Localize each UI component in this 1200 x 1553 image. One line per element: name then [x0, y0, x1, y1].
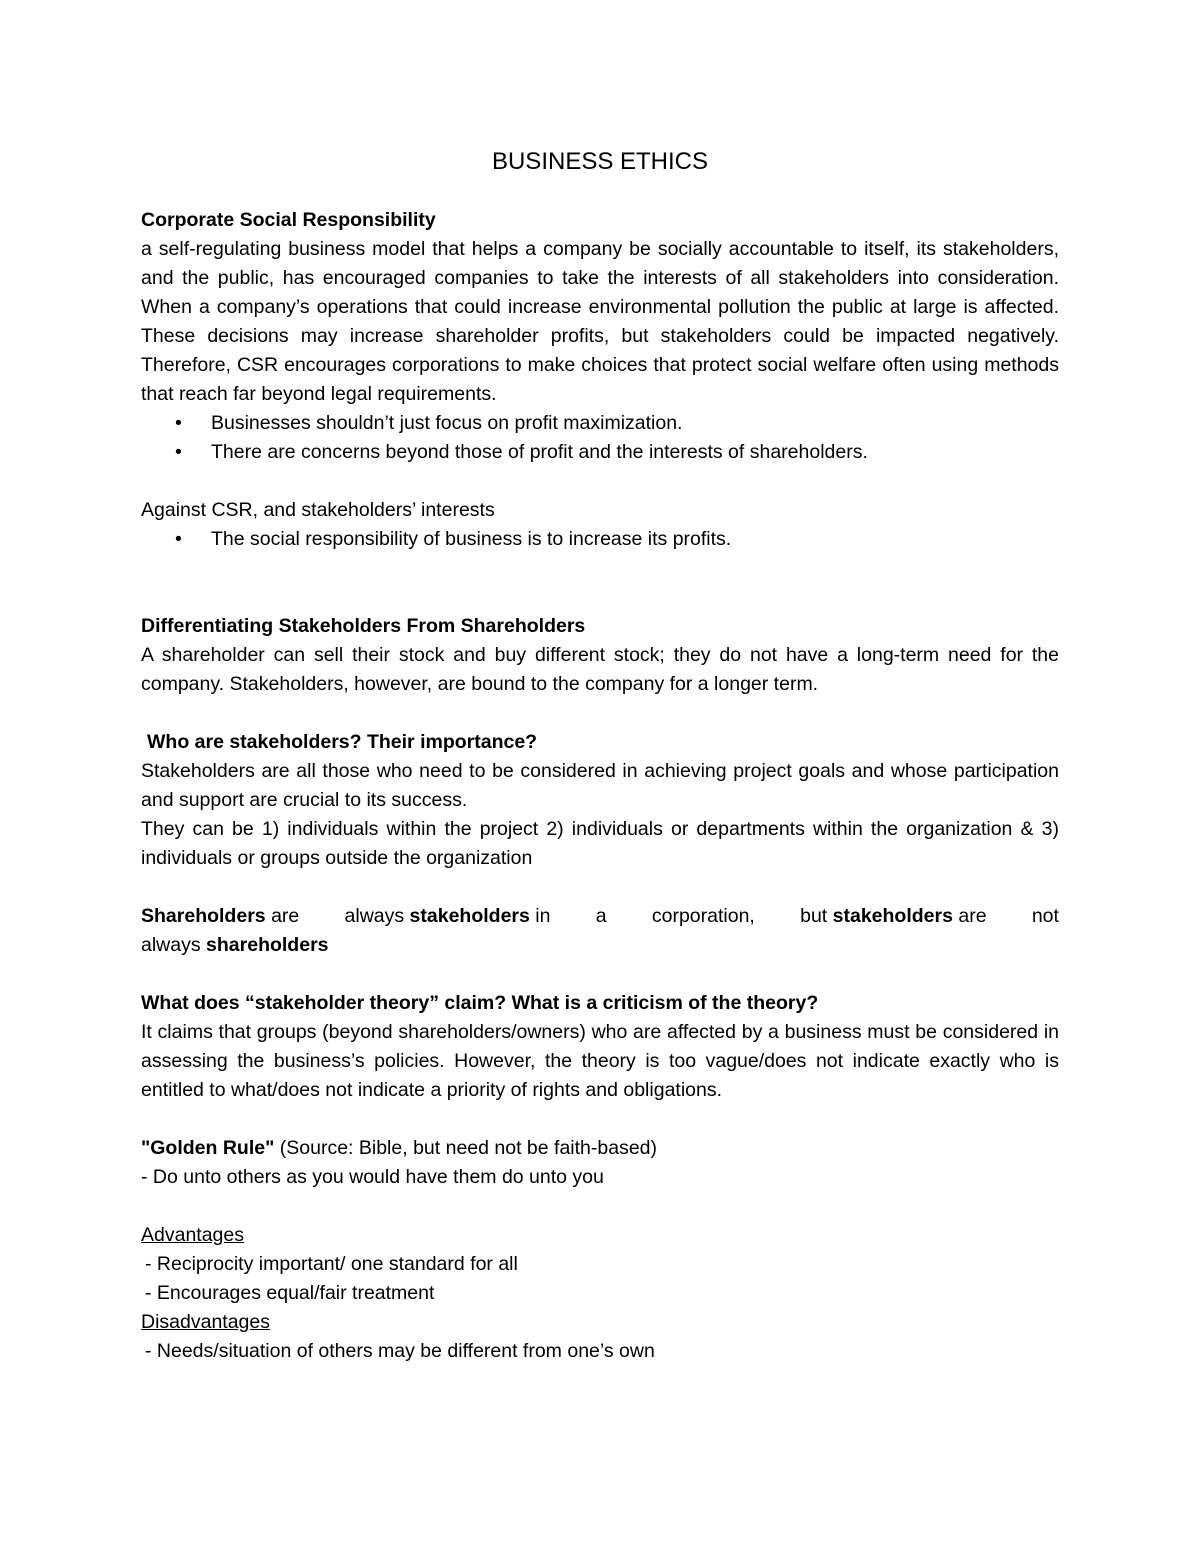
csr-body: a self-regulating business model that helps a company be socially accountable to itself, its stakeholders, and the public, has encouraged companies to take the interests of all stakeholders into consideration. When a company’s operations that could increase environmental pollution the public at large is affected. These decisions may increase shareholder profits, but stakeholders could be impacted negatively. Therefore, CSR encourages corporations to make choices that protect social welfare often using methods that reach far beyond legal requirements. — [141, 238, 1059, 405]
theory-heading: What does “stakeholder theory” claim? What is a criticism of the theory? — [141, 992, 819, 1014]
list-item — [141, 525, 1059, 554]
document-title: BUSINESS ETHICS — [491, 148, 709, 175]
statement-word: a — [595, 905, 607, 927]
statement-word: but — [800, 905, 828, 927]
bullet-icon: • — [175, 441, 182, 463]
statement-word: are — [271, 905, 300, 927]
advantages-heading: Advantages — [141, 1224, 244, 1246]
bullet-icon: • — [175, 528, 182, 550]
bullet-text: The social responsibility of business is to increase its profits. — [211, 528, 732, 550]
list-item: - Encourages equal/fair treatment — [145, 1282, 435, 1304]
statement-word: always — [344, 905, 405, 927]
who-body-1: Stakeholders are all those who need to be considered in achieving project goals and whose participation and support are crucial to its success. — [141, 760, 1059, 811]
statement-word: stakeholders — [409, 905, 530, 927]
who-body-2: They can be 1) individuals within the project 2) individuals or departments within the organization & 3) individuals or groups outside the organization — [141, 818, 1059, 869]
shareholder-statement-line-1 — [141, 902, 1059, 931]
list-item: - Needs/situation of others may be different from one’s own — [145, 1340, 655, 1362]
differentiating-body: A shareholder can sell their stock and buy different stock; they do not have a long-term need for the company. Stakeholders, however, are bound to the company for a longer term. — [141, 644, 1059, 695]
statement-word: in — [535, 905, 551, 927]
statement-word: always — [141, 934, 201, 956]
bullet-icon: • — [175, 412, 182, 434]
list-item — [141, 409, 1059, 438]
differentiating-heading: Differentiating Stakeholders From Shareholders — [141, 615, 586, 637]
statement-word: corporation, — [651, 905, 755, 927]
list-item: - Reciprocity important/ one standard for all — [145, 1253, 518, 1275]
bullet-text: There are concerns beyond those of profit and the interests of shareholders. — [211, 441, 868, 463]
golden-rule-heading — [141, 1134, 1059, 1163]
shareholder-statement-line-2 — [141, 931, 1059, 960]
against-csr-heading: Against CSR, and stakeholders’ interests — [141, 499, 495, 521]
statement-word: are — [958, 905, 987, 927]
disadvantages-heading: Disadvantages — [141, 1311, 270, 1333]
list-item — [141, 438, 1059, 467]
statement-word: not — [1031, 905, 1059, 927]
document-page — [141, 144, 1059, 1366]
who-heading: Who are stakeholders? Their importance? — [147, 731, 538, 753]
statement-word: stakeholders — [832, 905, 953, 927]
golden-rule-label: "Golden Rule" — [141, 1137, 275, 1159]
golden-rule-source: (Source: Bible, but need not be faith-based) — [274, 1137, 658, 1159]
csr-bullet-list — [141, 409, 1059, 467]
bullet-text: Businesses shouldn’t just focus on profit maximization. — [211, 412, 683, 434]
csr-heading: Corporate Social Responsibility — [141, 209, 436, 231]
against-csr-bullet-list — [141, 525, 1059, 554]
golden-rule-line: - Do unto others as you would have them do unto you — [141, 1166, 604, 1188]
statement-word: Shareholders — [141, 905, 266, 927]
theory-body: It claims that groups (beyond shareholders/owners) who are affected by a business must be considered in assessing the business’s policies. However, the theory is too vague/does not indicate exactly who is entitled to what/does not indicate a priority of rights and obligations. — [141, 1021, 1059, 1101]
statement-word: shareholders — [206, 934, 329, 956]
